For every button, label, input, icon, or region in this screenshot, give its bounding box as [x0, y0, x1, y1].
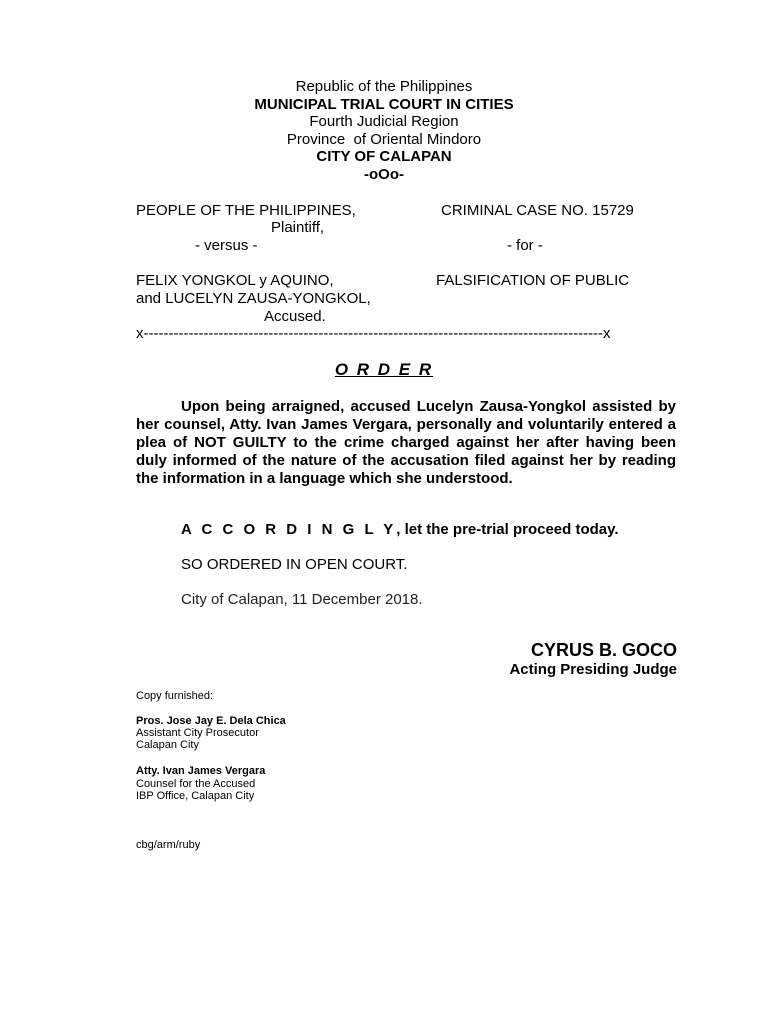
header-judicial-region: Fourth Judicial Region — [309, 113, 459, 131]
court-header — [0, 78, 768, 184]
for-label: - for - — [507, 237, 543, 254]
order-title — [0, 360, 768, 380]
accused-name-1: FELIX YONGKOL y AQUINO, — [136, 272, 334, 289]
accordingly-rest: , let the pre-trial proceed today. — [396, 521, 619, 538]
order-para-text-1: Upon being arraigned, accused Lucelyn Zausa-Yongkol assisted by her counsel, Atty. Ivan James Vergara, personally and voluntarily entered a plea of — [136, 398, 676, 451]
header-court-name: MUNICIPAL TRIAL COURT IN CITIES — [254, 95, 514, 113]
recipient-1-name: Pros. Jose Jay E. Dela Chica — [136, 715, 286, 727]
header-ornament: -oOo- — [364, 165, 404, 183]
versus-label: - versus - — [195, 237, 258, 254]
judge-name: CYRUS B. GOCO — [530, 640, 677, 660]
accordingly-paragraph — [181, 521, 619, 539]
header-republic: Republic of the Philippines — [295, 78, 473, 95]
header-city: CITY OF CALAPAN — [316, 148, 452, 166]
order-para-text-2: to the crime charged against her after having been duly informed of the nature of the accusation filed against her by reading the information in a language which she understood. — [136, 434, 676, 487]
plaintiff-name: PEOPLE OF THE PHILIPPINES, — [136, 202, 356, 219]
reference-initials: cbg/arm/ruby — [136, 839, 201, 851]
recipient-2-name: Atty. Ivan James Vergara — [136, 765, 266, 777]
accused-label: Accused. — [264, 308, 326, 325]
order-title-text: O R D E R — [334, 360, 434, 379]
plaintiff-label: Plaintiff, — [271, 219, 325, 236]
caption-separator: x--------------------------------------------------------------------------------------------x — [136, 325, 611, 342]
accordingly-emphasis: A C C O R D I N G L Y — [181, 521, 397, 538]
offense-label: FALSIFICATION OF PUBLIC — [436, 272, 630, 289]
recipient-1-title: Assistant City Prosecutor — [136, 727, 259, 739]
copy-furnished-label: Copy furnished: — [136, 690, 214, 702]
case-number: CRIMINAL CASE NO. 15729 — [441, 202, 634, 219]
judge-title: Acting Presiding Judge — [509, 661, 677, 678]
not-guilty-emphasis: NOT GUILTY — [194, 434, 287, 451]
recipient-2-title: Counsel for the Accused — [136, 778, 256, 790]
accused-name-2: and LUCELYN ZAUSA-YONGKOL, — [136, 290, 371, 307]
recipient-2-place: IBP Office, Calapan City — [136, 790, 255, 802]
recipient-1-place: Calapan City — [136, 739, 199, 751]
so-ordered-line: SO ORDERED IN OPEN COURT. — [181, 556, 408, 573]
order-body-paragraph — [136, 398, 676, 488]
place-date-line: City of Calapan, 11 December 2018. — [181, 591, 423, 608]
header-province: Province of Oriental Mindoro — [286, 130, 482, 148]
